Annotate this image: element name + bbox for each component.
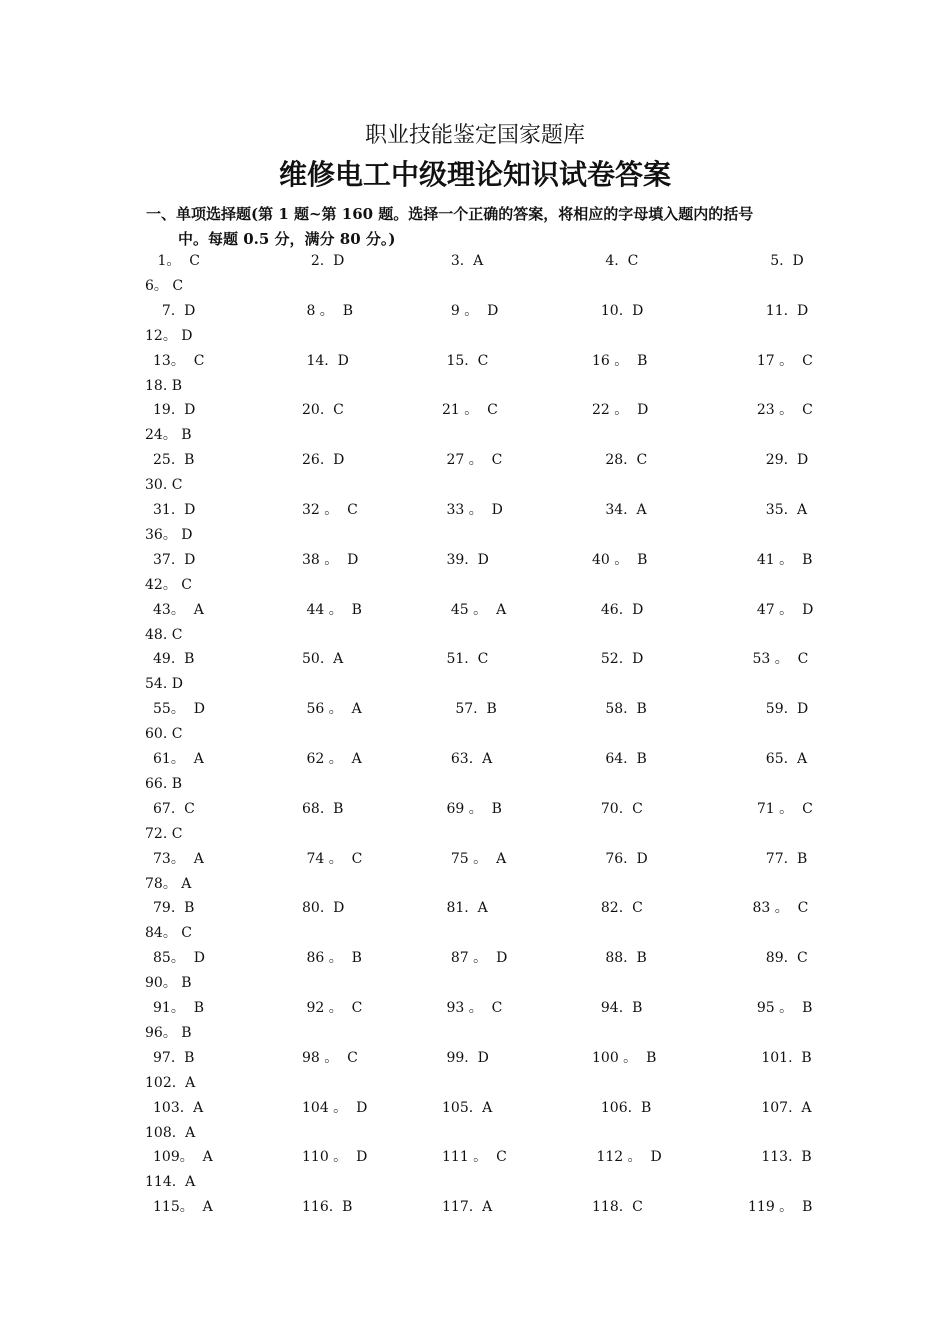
answer-item: 110 。 D xyxy=(302,1149,368,1166)
answer-row xyxy=(0,1046,950,1096)
answer-item: 56 。 A xyxy=(302,701,362,718)
answer-item-wrapped: 102. A xyxy=(145,1074,196,1091)
answer-item: 5. D xyxy=(748,253,804,269)
answer-item: 14. D xyxy=(302,352,349,369)
answer-item: 116. B xyxy=(302,1199,353,1216)
answer-item: 103. A xyxy=(153,1099,204,1116)
answer-item: 37. D xyxy=(153,551,196,568)
answer-item: 55。 D xyxy=(153,701,205,718)
answer-item: 67. C xyxy=(153,800,195,817)
answer-item: 63. A xyxy=(442,750,493,767)
answer-item: 81. A xyxy=(442,900,488,917)
answer-item: 13。 C xyxy=(153,352,205,369)
answer-item-wrapped: 72. C xyxy=(145,825,183,842)
answer-item-wrapped: 114. A xyxy=(145,1174,196,1191)
answer-item: 117. A xyxy=(442,1199,493,1216)
instruction-line-2: 中。每题 0.5 分，满分 80 分。) xyxy=(178,230,396,248)
answer-item: 85。 D xyxy=(153,950,205,967)
answer-item: 119 。 B xyxy=(748,1199,813,1216)
answer-item-wrapped: 42。 C xyxy=(145,576,192,593)
answer-item: 98 。 C xyxy=(302,1049,358,1066)
answer-item: 69 。 B xyxy=(442,800,502,817)
answer-item: 61。 A xyxy=(153,750,204,767)
answer-row xyxy=(0,448,950,498)
answer-item: 38 。 D xyxy=(302,551,359,568)
answer-item: 74 。 C xyxy=(302,850,363,867)
answer-item: 33 。 D xyxy=(442,501,503,518)
answer-row xyxy=(0,747,950,797)
answer-item: 80. D xyxy=(302,900,345,917)
answer-item: 64. B xyxy=(592,750,647,767)
answer-item-wrapped: 24。 B xyxy=(145,427,192,444)
answer-item: 93 。 C xyxy=(442,999,503,1016)
answer-item-wrapped: 60. C xyxy=(145,726,183,743)
answer-item: 107. A xyxy=(748,1099,812,1116)
answer-row xyxy=(0,1096,950,1146)
answer-item: 109。 A xyxy=(153,1149,213,1166)
answer-item: 51. C xyxy=(442,651,489,668)
answer-item: 16 。 B xyxy=(592,352,648,369)
answer-item-wrapped: 66. B xyxy=(145,775,183,792)
answer-item: 41 。 B xyxy=(748,551,813,568)
answer-item-wrapped: 6。 C xyxy=(145,278,184,294)
answer-item-wrapped: 90。 B xyxy=(145,975,192,992)
answer-item: 2. D xyxy=(302,253,345,269)
answer-item: 44 。 B xyxy=(302,601,362,618)
answer-item: 1。 C xyxy=(153,253,200,269)
answer-row xyxy=(0,797,950,847)
answer-item: 115。 A xyxy=(153,1199,213,1216)
answer-item: 45 。 A xyxy=(442,601,507,618)
answer-row xyxy=(0,299,950,349)
answer-item: 105. A xyxy=(442,1099,493,1116)
answer-item: 95 。 B xyxy=(748,999,813,1016)
answer-item-wrapped: 54. D xyxy=(145,676,183,693)
answer-item: 58. B xyxy=(592,701,647,718)
answer-item-wrapped: 36。 D xyxy=(145,526,193,543)
answer-item: 113. B xyxy=(748,1149,812,1166)
answer-row xyxy=(0,896,950,946)
answer-item: 11. D xyxy=(748,302,809,319)
answer-item-wrapped: 12。 D xyxy=(145,327,193,344)
answer-item-wrapped: 78。 A xyxy=(145,875,192,892)
answer-item: 15. C xyxy=(442,352,489,369)
answer-item: 100 。 B xyxy=(592,1049,657,1066)
answer-item: 34. A xyxy=(592,501,647,518)
answer-item-wrapped: 30. C xyxy=(145,477,183,494)
answer-item: 91。 B xyxy=(153,999,205,1016)
section-instruction xyxy=(146,202,826,252)
answer-item: 94. B xyxy=(592,999,643,1016)
answer-item: 75 。 A xyxy=(442,850,507,867)
answer-item: 40 。 B xyxy=(592,551,648,568)
answer-item: 28. C xyxy=(592,452,648,469)
answer-item: 32 。 C xyxy=(302,501,358,518)
answer-item-wrapped: 96。 B xyxy=(145,1024,192,1041)
answer-row xyxy=(0,498,950,548)
answer-item: 31. D xyxy=(153,501,196,518)
answer-item: 57. B xyxy=(442,701,497,718)
answer-item: 71 。 C xyxy=(748,800,813,817)
answer-item: 82. C xyxy=(592,900,643,917)
answer-item: 106. B xyxy=(592,1099,652,1116)
answer-item: 35. A xyxy=(748,501,808,518)
answer-item: 39. D xyxy=(442,551,489,568)
answer-item: 19. D xyxy=(153,402,196,419)
answer-list xyxy=(0,249,950,1245)
answer-item: 118. C xyxy=(592,1199,643,1216)
answer-item: 99. D xyxy=(442,1049,489,1066)
answer-item: 62 。 A xyxy=(302,750,362,767)
answer-item: 70. C xyxy=(592,800,643,817)
answer-item: 79. B xyxy=(153,900,195,917)
answer-item: 43。 A xyxy=(153,601,204,618)
answer-item-wrapped: 18. B xyxy=(145,377,183,394)
answer-item: 83 。 C xyxy=(748,900,809,917)
answer-item-wrapped: 48. C xyxy=(145,626,183,643)
answer-row xyxy=(0,1195,950,1245)
answer-item: 86 。 B xyxy=(302,950,362,967)
answer-row xyxy=(0,1145,950,1195)
answer-item: 10. D xyxy=(592,302,644,319)
answer-item: 22 。 D xyxy=(592,402,649,419)
answer-item: 59. D xyxy=(748,701,809,718)
answer-item: 68. B xyxy=(302,800,344,817)
answer-item-wrapped: 108. A xyxy=(145,1124,196,1141)
answer-item: 17 。 C xyxy=(748,352,813,369)
answer-row xyxy=(0,548,950,598)
answer-item: 101. B xyxy=(748,1049,812,1066)
answer-item: 111 。 C xyxy=(442,1149,507,1166)
instruction-line-1: 一、单项选择题(第 1 题~第 160 题。选择一个正确的答案，将相应的字母填入题内的括号 xyxy=(146,205,754,223)
answer-item: 21 。 C xyxy=(442,402,498,419)
answer-row xyxy=(0,598,950,648)
answer-row xyxy=(0,847,950,897)
answer-item: 97. B xyxy=(153,1049,195,1066)
answer-item: 9 。 D xyxy=(442,302,499,319)
answer-sheet-title: 维修电工中级理论知识试卷答案 xyxy=(278,158,671,191)
answer-item: 50. A xyxy=(302,651,344,668)
answer-row xyxy=(0,996,950,1046)
answer-item: 7. D xyxy=(153,302,196,319)
answer-item: 47 。 D xyxy=(748,601,814,618)
answer-item: 25. B xyxy=(153,452,195,469)
answer-row xyxy=(0,249,950,299)
answer-row xyxy=(0,349,950,399)
answer-item: 23 。 C xyxy=(748,402,813,419)
answer-item: 4. C xyxy=(592,253,639,269)
answer-item: 46. D xyxy=(592,601,644,618)
exam-bank-title: 职业技能鉴定国家题库 xyxy=(364,123,585,148)
answer-item: 8 。 B xyxy=(302,302,353,319)
answer-item: 77. B xyxy=(748,850,808,867)
answer-item: 89. C xyxy=(748,950,808,967)
answer-item: 29. D xyxy=(748,452,809,469)
answer-item: 87 。 D xyxy=(442,950,508,967)
answer-item: 53 。 C xyxy=(748,651,809,668)
answer-item: 49. B xyxy=(153,651,195,668)
answer-item: 20. C xyxy=(302,402,344,419)
answer-row xyxy=(0,946,950,996)
answer-item: 76. D xyxy=(592,850,648,867)
answer-item: 92 。 C xyxy=(302,999,363,1016)
answer-item: 27 。 C xyxy=(442,452,503,469)
answer-item: 112 。 D xyxy=(592,1149,662,1166)
answer-row xyxy=(0,647,950,697)
answer-item: 3. A xyxy=(442,253,484,269)
answer-item: 65. A xyxy=(748,750,808,767)
answer-item-wrapped: 84。 C xyxy=(145,925,192,942)
answer-item: 73。 A xyxy=(153,850,204,867)
answer-row xyxy=(0,697,950,747)
answer-item: 52. D xyxy=(592,651,644,668)
answer-item: 104 。 D xyxy=(302,1099,368,1116)
answer-row xyxy=(0,398,950,448)
answer-item: 88. B xyxy=(592,950,647,967)
answer-item: 26. D xyxy=(302,452,345,469)
